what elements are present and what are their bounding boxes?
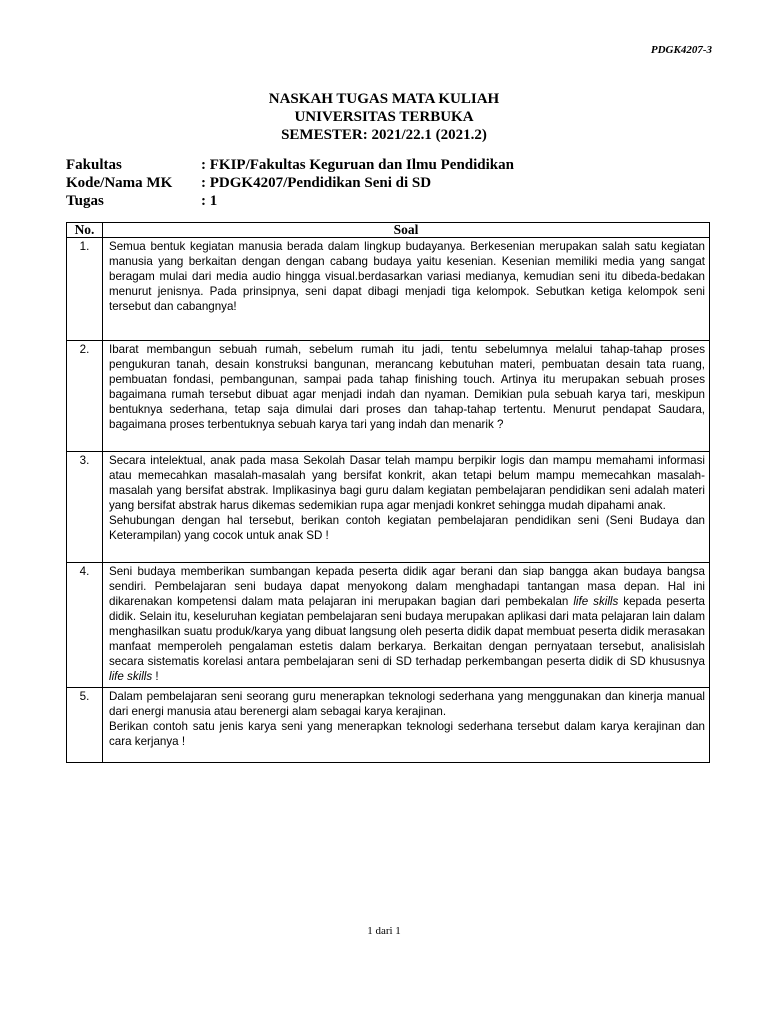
question-paragraph: Sehubungan dengan hal tersebut, berikan contoh kegiatan pembelajaran pendidikan seni (Seni Budaya dan Keterampilan) yang cocok untuk anak SD ! <box>109 514 705 542</box>
title-line-3: SEMESTER: 2021/22.1 (2021.2) <box>281 127 487 143</box>
text-segment: ! <box>152 670 159 683</box>
italic-term: life skills <box>573 595 619 608</box>
question-number: 1. <box>67 238 103 341</box>
question-text <box>103 688 710 763</box>
text-segment: kepada peserta didik. Selain itu, keseluruhan kegiatan pembelajaran seni budaya merupakan aplikasi dari mata pelajaran lain dalam menghasilkan suatu produk/karya yang dibuat langsung oleh peserta didik dapat membuat peserta didik merasakan manfaat memperoleh pengalaman estetis dalam berkarya. Berkaitan dengan pernyataan tersebut, analisislah secara sistematis korelasi antara pembelajaran seni di SD terhadap perkembangan peserta didik di SD khususnya <box>109 595 705 668</box>
column-header-question: Soal <box>103 223 710 238</box>
question-text <box>103 452 710 563</box>
title-line-2: UNIVERSITAS TERBUKA <box>294 109 474 125</box>
question-text <box>103 341 710 452</box>
table-row <box>67 238 710 341</box>
title-line-1: NASKAH TUGAS MATA KULIAH <box>268 91 500 107</box>
table-row <box>67 452 710 563</box>
table-header-row <box>67 223 710 238</box>
page-number: 1 dari 1 <box>367 925 401 937</box>
question-paragraph: Ibarat membangun sebuah rumah, sebelum rumah itu jadi, tentu sebelumnya melalui tahap-tahap proses pengukuran tanah, desain konstruksi bangunan, merancang kebutuhan materi, pembuatan desain tata ruang, pembuatan fondasi, pembangunan, sampai pada tahap finishing touch. Artinya itu merupakan sebuah proses bagaimana rumah tersebut dibuat agar menjadi indah dan nyaman. Demikian pula sebuah karya tari, meskipun bentuknya sederhana, tetap saja dimulai dari proses dan tahap-tahap tertentu. Menurut pendapat Saudara, bagaimana proses terbentuknya sebuah karya tari yang indah dan menarik ? <box>109 343 705 431</box>
table-row <box>67 688 710 763</box>
question-paragraph <box>109 564 705 684</box>
question-text <box>103 563 710 688</box>
question-paragraph: Dalam pembelajaran seni seorang guru menerapkan teknologi sederhana yang menggunakan dan kinerja manual dari energi manusia atau berenergi alam sebagai karya kerajinan. <box>109 690 705 718</box>
question-text <box>103 238 710 341</box>
table-row <box>67 563 710 688</box>
course-code-header: PDGK4207-3 <box>650 44 712 56</box>
question-number: 5. <box>67 688 103 763</box>
questions-table <box>66 222 710 763</box>
question-paragraph: Semua bentuk kegiatan manusia berada dalam lingkup budayanya. Berkesenian merupakan salah satu kegiatan manusia yang berkaitan dengan dengan cabang budaya yaitu kesenian. Kesenian memiliki media yang sangat beragam mulai dari media audio hingga visual.berdasarkan variasi medianya, kemudian seni itu dibeda-bedakan menurut jenisnya. Pada prinsipnya, seni dapat dibagi menjadi tiga kelompok. Sebutkan ketiga kelompok seni tersebut dan cabangnya! <box>109 240 705 313</box>
question-number: 2. <box>67 341 103 452</box>
course-code-label: Kode/Nama MK <box>66 175 173 191</box>
course-code-value: : PDGK4207/Pendidikan Seni di SD <box>201 175 432 191</box>
text-segment: Seni budaya memberikan sumbangan kepada peserta didik agar berani dan siap bangga akan budaya bangsa sendiri. Pembelajaran seni budaya dapat menyokong dalam menghadapi tantangan masa depan. Hal ini dikarenakan kompetensi dalam mata pelajaran ini merupakan bagian dari pembekalan <box>109 565 705 608</box>
question-number: 4. <box>67 563 103 688</box>
course-code-row <box>66 174 514 192</box>
table-row <box>67 341 710 452</box>
faculty-label: Fakultas <box>66 157 122 173</box>
assignment-label: Tugas <box>66 193 104 209</box>
assignment-value: : 1 <box>201 193 218 209</box>
document-title <box>0 90 768 144</box>
column-header-number: No. <box>67 223 103 238</box>
faculty-row <box>66 156 514 174</box>
faculty-value: : FKIP/Fakultas Keguruan dan Ilmu Pendidikan <box>201 157 514 173</box>
question-paragraph: Secara intelektual, anak pada masa Sekolah Dasar telah mampu berpikir logis dan mampu memahami informasi atau memecahkan masalah-masalah yang bersifat konkrit, akan tetapi belum mampu memecahkan masalah-masalah yang bersifat abstrak. Implikasinya bagi guru dalam kegiatan pembelajaran pendidikan seni adalah materi yang bersifat abstrak harus dikemas sedemikian rupa agar menjadi konkret sehingga mudah dipahami anak. <box>109 454 705 512</box>
question-paragraph: Berikan contoh satu jenis karya seni yang menerapkan teknologi sederhana tersebut dalam karya kerajinan dan cara kerjanya ! <box>109 720 705 748</box>
course-info <box>66 156 514 210</box>
assignment-row <box>66 192 514 210</box>
italic-term: life skills <box>109 670 153 683</box>
question-number: 3. <box>67 452 103 563</box>
